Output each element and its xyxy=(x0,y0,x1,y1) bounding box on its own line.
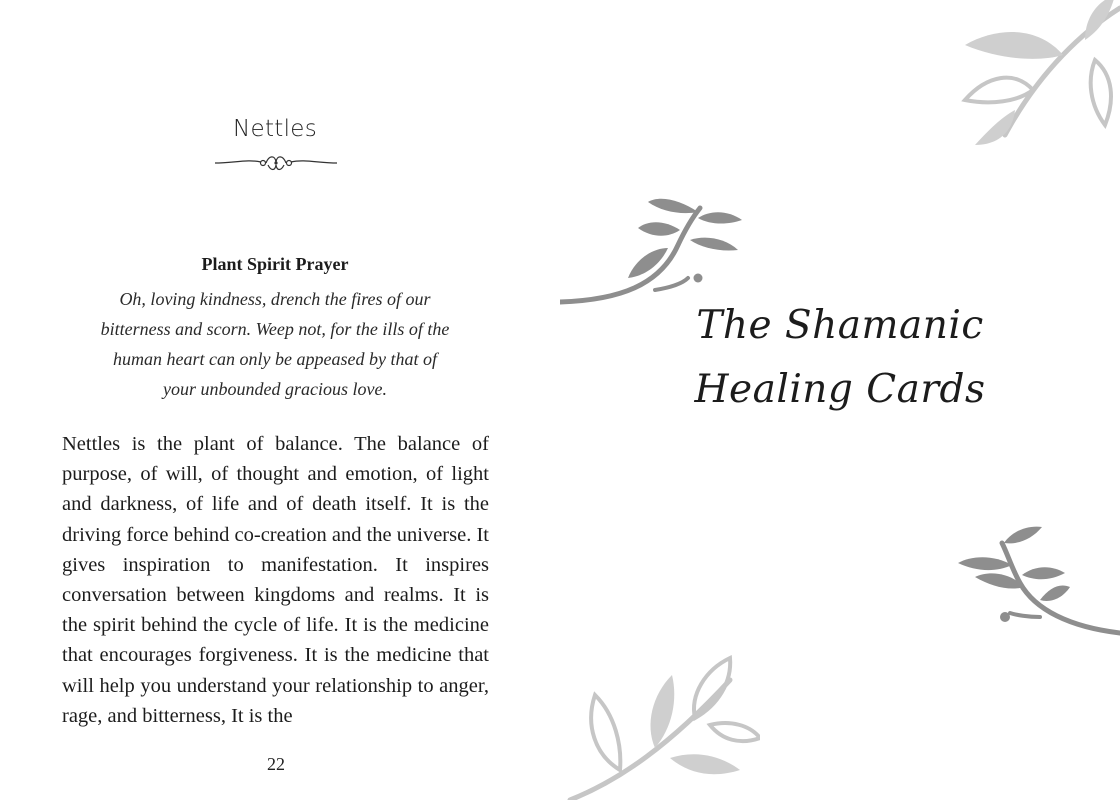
flourish-divider-icon xyxy=(213,150,339,176)
page-number: 22 xyxy=(267,754,285,774)
leaf-branch-top-right-icon xyxy=(945,0,1120,150)
prayer-line: bitterness and scorn. Weep not, for the ills of the xyxy=(100,319,450,339)
deck-title xyxy=(690,294,990,422)
prayer-heading: Plant Spirit Prayer xyxy=(201,254,349,274)
prayer-line: human heart can only be appeased by that of xyxy=(113,349,437,369)
title-flourish-icon xyxy=(560,190,750,310)
prayer-line: your unbounded gracious love. xyxy=(163,379,387,399)
leaf-branch-bottom-icon xyxy=(560,650,760,800)
prayer-text xyxy=(80,284,470,404)
body-paragraph: Nettles is the plant of balance. The balance of purpose, of will, of thought and emotion, of light and darkness, of life and of death itself. It is the driving force behind co-creation and the universe. It gives inspiration to manifestation. It inspires conversation between kingdoms and realms. It is the spirit behind the cycle of life. It is the medicine that encourages forgiveness. It is the medicine that will help you understand your relationship to anger, rage, and bitterness, It is the xyxy=(62,433,489,727)
right-page xyxy=(560,0,1120,800)
leaf-branch-mid-right-icon xyxy=(950,525,1120,645)
chapter-title: Nettles xyxy=(232,116,317,142)
deck-title-line: The Shamanic xyxy=(696,303,984,348)
prayer-line: Oh, loving kindness, drench the fires of our xyxy=(119,289,431,309)
deck-title-line: Healing Cards xyxy=(694,367,986,412)
